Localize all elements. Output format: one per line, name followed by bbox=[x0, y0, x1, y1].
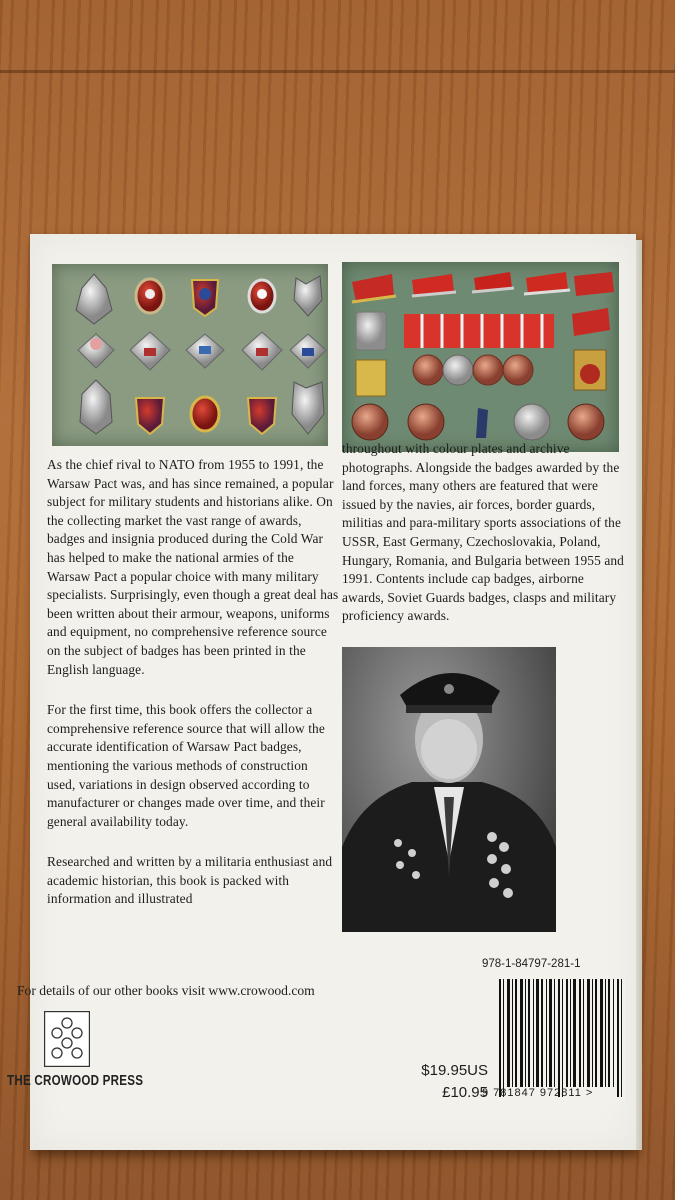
price-block bbox=[408, 1060, 488, 1104]
description-paragraph-3: Researched and written by a militaria enthusiast and academic historian, this book is packed with information and illustrated bbox=[47, 854, 333, 907]
portrait-illustration bbox=[342, 647, 556, 932]
author-portrait-photo bbox=[342, 647, 556, 932]
badge-photo-left-illustration bbox=[52, 264, 328, 446]
price-us: $19.95US bbox=[421, 1062, 488, 1079]
book-back-cover bbox=[30, 234, 636, 1150]
book-page-edge bbox=[636, 240, 642, 1150]
flag-badge-row bbox=[352, 272, 614, 302]
crowood-logo-icon bbox=[44, 1011, 90, 1067]
description-paragraph-4: throughout with colour plates and archive photographs. Alongside the badges awarded by the land forces, many others are featured that were issued by the navies, air forces, border guards, militias and para-military sports associations of the USSR, East Germany, Czechoslovakia, Poland, Hungary, Romania, and Bulgaria between 1955 and 1991. Contents include cap badges, airborne awards, Soviet Guards badges, clasps and military proficiency awards. bbox=[342, 441, 624, 624]
price-uk: £10.95 bbox=[442, 1084, 488, 1101]
publisher-name: THE CROWOOD PRESS bbox=[7, 1073, 144, 1089]
description-paragraph-1: As the chief rival to NATO from 1955 to 1991, the Warsaw Pact was, and has since remained, a popular subject for military students and historians alike. On the collecting market the vast range of awards, badges and insignia produced during the Cold War has helped to make the national armies of the Warsaw Pact a popular choice with many military specialists. Surprisingly, even though a great deal has been written about their armour, weapons, uniforms and equipment, no comprehensive reference source on the subject of badges has been printed in the English language. bbox=[47, 457, 339, 677]
barcode-image bbox=[497, 979, 625, 1102]
description-left-column bbox=[47, 456, 339, 931]
badge-photo-left bbox=[52, 264, 328, 446]
table-seam bbox=[0, 70, 675, 73]
isbn-text: 978-1-84797-281-1 bbox=[482, 958, 581, 970]
barcode-number: 9 781847 972811 > bbox=[482, 1087, 594, 1099]
description-paragraph-2: For the first time, this book offers the collector a comprehensive reference source that will allow the accurate identification of Warsaw Pact badges, mentioning the various methods of construction used, variations in design observed according to manufacturer or changes made over time, and their general availability today. bbox=[47, 702, 325, 829]
footer-website-text: For details of our other books visit www.crowood.com bbox=[17, 983, 315, 998]
description-right-column bbox=[342, 440, 626, 648]
badge-eagle bbox=[76, 274, 112, 324]
badge-photo-right-illustration bbox=[342, 262, 619, 452]
badge-photo-right bbox=[342, 262, 619, 452]
